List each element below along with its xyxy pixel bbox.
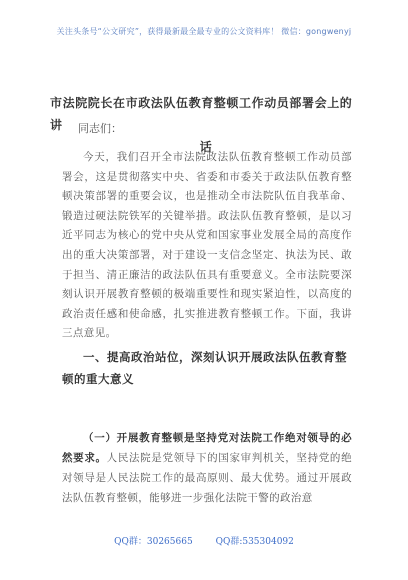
footer-qq-group-2: QQ群:535304092 bbox=[215, 537, 294, 547]
opening-paragraph: 今天，我们召开全市法院政法队伍教育整顿工作动员部署会，这是贯彻落实中央、省委和市委关于政法队伍教育整顿决策部署的重要会议，也是推动全市法院队伍自我革命、锻造过硬法院铁军的关键举措。政法队伍教育整顿，是以习近平同志为核心的党中央从党和国家事业发展全局的高度作出的重大决策部署，对于建设一支信念坚定、执法为民、敢于担当、清正廉洁的政法队伍具有重要意义。全市法院要深刻认识开展教育整顿的极端重要性和现实紧迫性，以高度的政治责任感和使命感，扎实推进教育整顿工作。下面，我讲三点意见。 bbox=[62, 151, 352, 340]
document-title-line1: 市法院院长在市政法队伍教育整顿工作动员部署会上的讲 bbox=[50, 96, 353, 132]
footer-qq-group-1: QQ群：30265665 bbox=[114, 537, 193, 547]
header-promo-note: 关注头条号“公文研究”，获得最新最全最专业的公文资料库！ 微信：gongwenyj bbox=[56, 27, 352, 36]
section-heading-1: 一、提高政治站位，深刻认识开展政法队伍教育整顿的重大意义 bbox=[62, 350, 347, 386]
subsection-1-text: 人民法院是党领导下的国家审判机关，坚持党的绝对领导是人民法院工作的最高原则、最大优势。通过开展政法队伍教育整顿，能够进一步强化法院干警的政治意 bbox=[62, 452, 352, 504]
document-title-line2: 话 bbox=[199, 140, 213, 154]
footer-qq-groups bbox=[0, 534, 408, 547]
subsection-1-paragraph bbox=[62, 428, 352, 508]
salutation: 同志们： bbox=[78, 122, 122, 135]
subsection-1-lead: （一）开展教育整顿是坚持党对法院工作绝对领导的必然要求。 bbox=[62, 432, 352, 464]
